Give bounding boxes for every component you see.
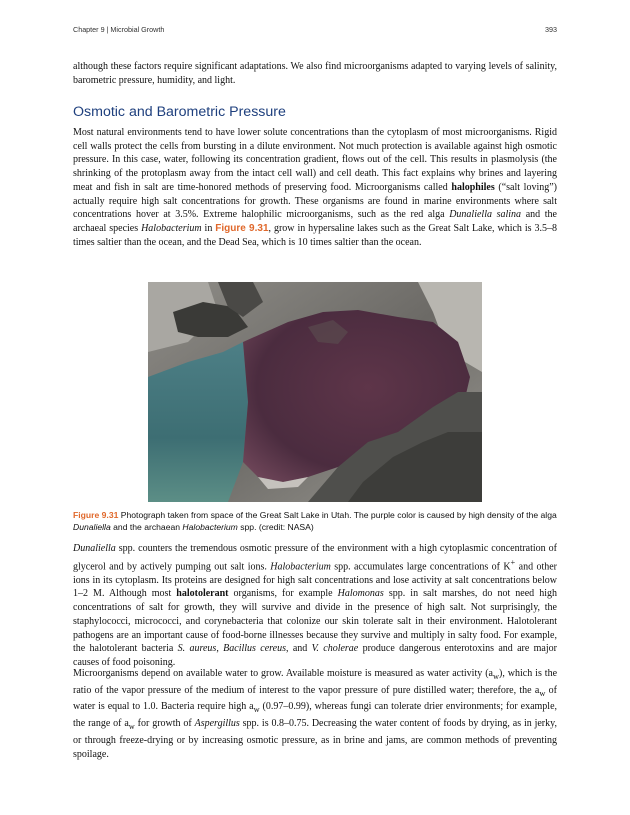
text-run: for growth of <box>134 718 195 730</box>
text-run: (“salt loving”) actually require high salt concentrations for growth. These organisms are found in marine environments where salt concentrations hover at 3.5%. Extreme halophilic microorganisms, such as the red alga <box>73 181 558 221</box>
running-header <box>73 25 557 37</box>
term-halotolerant: halotolerant <box>176 588 229 600</box>
caption-species-dunaliella: Dunaliella <box>73 521 111 532</box>
text-run: , <box>216 643 224 655</box>
text-run: (0.97–0.99), whereas fungi can tolerate drier environments; for example, the range of a <box>73 701 558 730</box>
species-v-cholerae: V. cholerae <box>311 643 359 655</box>
figure-link[interactable]: Figure 9.31 <box>215 222 269 234</box>
text-run: , and <box>286 643 312 655</box>
text-run: spp. in salt marshes, do not need high concentrations of salt for growth, they will survive and divide in the presence of high salt. Not surprisingly, the staphylococci, micrococci, and corynebacteria that colonize our skin tolerate salt in their environment. Halotolerant pathogens are an important cause of food-borne illnesses because they survive and multiply in salty food. For example, the halotolerant bacteria <box>73 588 557 655</box>
subscript-w: w <box>253 705 260 715</box>
caption-run: spp. (credit: NASA) <box>237 521 314 532</box>
text-run: produce dangerous enterotoxins and are major causes of food poisoning. <box>73 643 557 668</box>
caption-species-halobacterium: Halobacterium <box>182 521 238 532</box>
water-activity-paragraph <box>73 667 557 761</box>
chapter-title: Chapter 9 | Microbial Growth <box>73 25 165 34</box>
text-run: Microorganisms depend on available water to grow. Available moisture is measured as water activity (a <box>73 668 493 679</box>
figure-caption <box>73 510 557 533</box>
species-bacillus-cereus: Bacillus cereus <box>223 643 286 655</box>
superscript-plus: + <box>510 557 516 567</box>
species-halobacterium: Halobacterium <box>270 561 331 573</box>
species-dunaliella: Dunaliella <box>73 543 116 554</box>
text-run: in <box>201 222 216 234</box>
text-run: organisms, for example <box>228 588 338 600</box>
text-run: of water is equal to 1.0. Bacteria require high a <box>73 684 557 713</box>
species-dunaliella-salina: Dunaliella salina <box>449 209 522 221</box>
term-halophiles: halophiles <box>451 181 495 193</box>
subscript-w: w <box>128 722 135 732</box>
satellite-image <box>148 282 482 502</box>
text-run: spp. accumulates large concentrations of K <box>330 561 511 573</box>
species-s-aureus: S. aureus <box>177 643 217 655</box>
species-halobacterium: Halobacterium <box>141 222 202 234</box>
text-run: spp. counters the tremendous osmotic pressure of the environment with a high cytoplasmic concentration of glycerol and by actively pumping out salt ions. <box>73 543 557 573</box>
halotolerant-paragraph <box>73 542 557 670</box>
species-aspergillus: Aspergillus <box>194 718 240 730</box>
text-run: and other ions in its cytoplasm. Its proteins are designed for high salt concentrations and lose activity at salt concentrations below 1–2 M. Although most <box>73 561 557 600</box>
text-run: ), which is the ratio of the vapor pressure of the medium of interest to the vapor pressure of pure distilled water; therefore, the a <box>73 668 558 696</box>
section-heading: Osmotic and Barometric Pressure <box>73 104 286 120</box>
subscript-w: w <box>539 688 546 698</box>
caption-run: and the archaean <box>110 521 183 532</box>
text-run: Most natural environments tend to have lower solute concentrations than the cytoplasm of most microorganisms. Rigid cell walls protect the cells from bursting in a dilute environment. Not much protection is available against high osmotic pressure. In this case, water, following its concentration gradient, flows out of the cell. This results in plasmolysis (the shrinking of the protoplasm away from the intact cell wall) and cell death. This fact explains why brines and layering meat and fish in salt are time-honored methods of preserving food. Microorganisms called <box>73 127 557 193</box>
text-run: and the archaeal species <box>73 209 557 234</box>
caption-run: Photograph taken from space of the Great Salt Lake in Utah. The purple color is caused by high density of the alga <box>118 510 557 520</box>
figure-label: Figure 9.31 <box>73 510 119 520</box>
page-number: 393 <box>545 25 557 34</box>
text-run: , grow in hypersaline lakes such as the Great Salt Lake, which is 3.5–8 times saltier than the ocean, and the Dead Sea, which is 10 times saltier than the ocean. <box>73 222 557 248</box>
species-halomonas: Halomonas <box>337 588 384 600</box>
intro-paragraph: although these factors require significant adaptations. We also find microorganisms adapted to varying levels of salinity, barometric pressure, humidity, and light. <box>73 61 557 86</box>
subscript-w: w <box>492 672 499 681</box>
great-salt-lake-photo <box>148 282 482 502</box>
osmotic-paragraph <box>73 126 557 249</box>
text-run: spp. is 0.8–0.75. Decreasing the water content of foods by drying, as in jerky, or through freeze-drying or by increasing osmotic pressure, as in brine and jams, are common methods of preventing spoilage. <box>73 718 557 760</box>
